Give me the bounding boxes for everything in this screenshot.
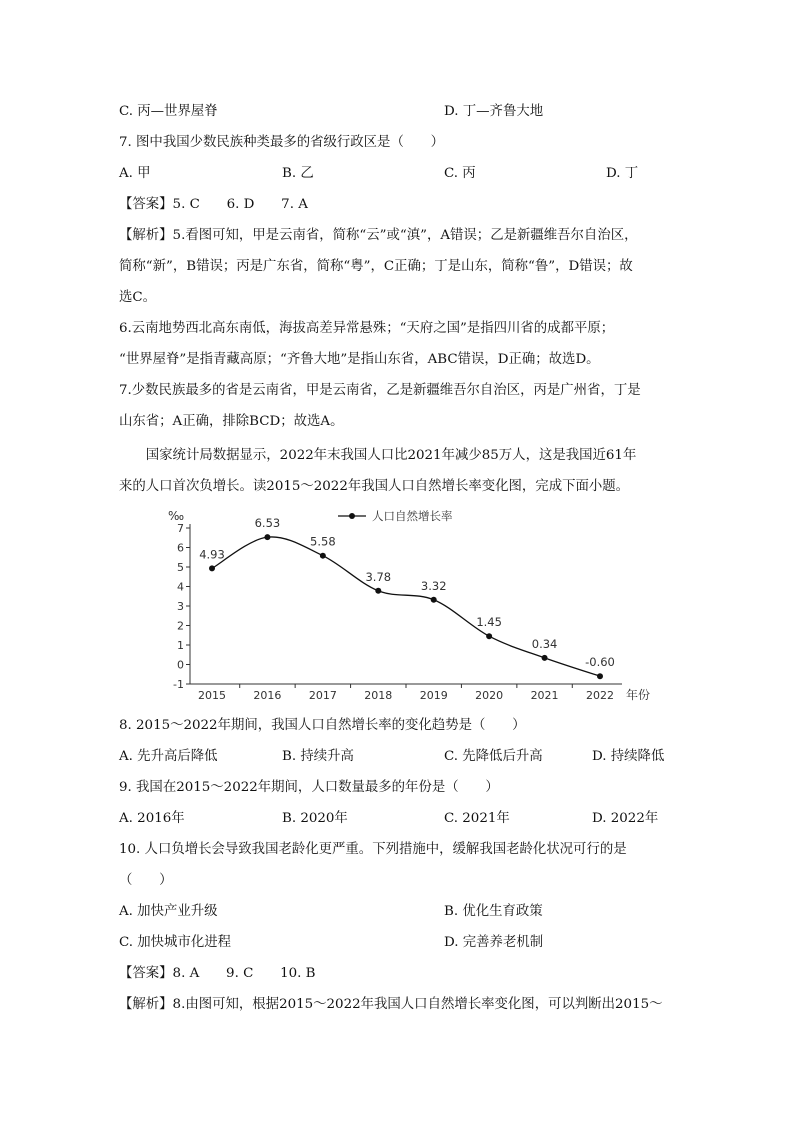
q9-option-a: A. 2016年 (119, 811, 185, 826)
y-tick-label: 4 (177, 580, 184, 594)
x-tick-label: 2016 (253, 689, 282, 702)
data-label: 3.78 (365, 569, 392, 584)
data-point (375, 588, 381, 594)
q10-option-c: C. 加快城市化进程 (119, 935, 232, 950)
q7-option-b: B. 乙 (282, 166, 314, 181)
x-tick-label: 2019 (419, 689, 448, 702)
intro-line: 来的人口首次负增长。读2015～2022年我国人口自然增长率变化图，完成下面小题。 (119, 479, 630, 494)
data-point (431, 597, 437, 603)
answer-5-7: 【答案】5. C 6. D 7. A (119, 197, 308, 212)
y-tick-label: 3 (177, 600, 184, 613)
population-growth-chart (160, 502, 651, 712)
analysis-line: 7.少数民族最多的省是云南省，甲是云南省，乙是新疆维吾尔自治区，丙是广州省，丁是 (119, 383, 641, 398)
data-label: 4.93 (199, 547, 225, 562)
legend-label: 人口自然增长率 (372, 509, 453, 523)
x-tick-label: 2015 (198, 689, 226, 702)
data-label: -0.60 (585, 655, 615, 670)
series-line (212, 534, 600, 676)
q9-option-d: D. 2022年 (592, 811, 659, 826)
analysis-line: 【解析】5.看图可知，甲是云南省，简称“云”或“滇”，A错误；乙是新疆维吾尔自治区， (119, 228, 638, 243)
y-axis-unit: ‰ (168, 509, 185, 523)
q6-option-c: C. 丙—世界屋脊 (119, 104, 218, 119)
data-label: 1.45 (476, 615, 502, 630)
q8-option-c: C. 先降低后升高 (444, 749, 543, 764)
q9-stem: 9. 我国在2015～2022年期间，人口数量最多的年份是（ ） (119, 780, 499, 795)
legend-marker (349, 513, 355, 519)
data-point (542, 655, 548, 661)
y-tick-label: -1 (173, 678, 184, 691)
q8-option-d: D. 持续降低 (592, 749, 665, 764)
y-tick-label: 1 (177, 639, 184, 652)
q9-option-b: B. 2020年 (282, 811, 348, 826)
q7-option-d: D. 丁 (606, 166, 639, 181)
analysis-line: 【解析】8.由图可知，根据2015～2022年我国人口自然增长率变化图，可以判断出2015～ (119, 997, 663, 1012)
q7-option-a: A. 甲 (119, 166, 151, 181)
q10-option-d: D. 完善养老机制 (444, 935, 544, 950)
q7-stem: 7. 图中我国少数民族种类最多的省级行政区是（ ） (119, 135, 445, 150)
q10-stem: 10. 人口负增长会导致我国老龄化更严重。下列措施中，缓解我国老龄化状况可行的是 (119, 842, 627, 857)
analysis-line: 选C。 (119, 290, 157, 305)
answer-8-10: 【答案】8. A 9. C 10. B (119, 966, 316, 981)
y-tick-label: 5 (177, 561, 184, 574)
q8-stem: 8. 2015～2022年期间，我国人口自然增长率的变化趋势是（ ） (119, 718, 526, 733)
q9-option-c: C. 2021年 (444, 811, 510, 826)
analysis-line: “世界屋脊”是指青藏高原；“齐鲁大地”是指山东省，ABC错误，D正确；故选D。 (119, 352, 600, 367)
data-label: 5.58 (310, 534, 336, 549)
analysis-line: 简称“新”，B错误；丙是广东省，简称“粤”，C正确；丁是山东，简称“鲁”，D错误；故 (119, 259, 633, 274)
data-point (209, 565, 215, 571)
q10-option-a: A. 加快产业升级 (119, 904, 218, 919)
x-tick-label: 2018 (364, 689, 393, 702)
data-label: 0.34 (531, 636, 558, 651)
data-point (320, 553, 326, 559)
q7-option-c: C. 丙 (444, 166, 476, 181)
q8-option-b: B. 持续升高 (282, 749, 354, 764)
x-tick-label: 2021 (530, 689, 559, 702)
y-tick-label: 6 (177, 541, 184, 555)
y-tick-label: 0 (177, 658, 184, 672)
intro-line: 国家统计局数据显示，2022年末我国人口比2021年减少85万人，这是我国近61年 (119, 448, 637, 463)
q6-option-d: D. 丁—齐鲁大地 (444, 104, 544, 119)
data-label: 6.53 (254, 516, 281, 531)
x-tick-label: 2020 (475, 689, 504, 702)
data-point (486, 633, 492, 639)
y-tick-label: 7 (177, 522, 184, 535)
x-tick-label: 2022 (586, 689, 614, 702)
analysis-line: 山东省；A正确，排除BCD；故选A。 (119, 414, 344, 429)
x-tick-label: 2017 (308, 689, 337, 702)
analysis-line: 6.云南地势西北高东南低，海拔高差异常悬殊；“天府之国”是指四川省的成都平原； (119, 321, 615, 336)
q10-option-b: B. 优化生育政策 (444, 904, 543, 919)
q10-paren: （ ） (119, 873, 173, 888)
x-axis-label: 年份 (626, 688, 651, 702)
data-label: 3.32 (420, 578, 447, 593)
q8-option-a: A. 先升高后降低 (119, 749, 218, 764)
y-tick-label: 2 (177, 619, 184, 633)
data-point (597, 673, 603, 679)
data-point (264, 534, 270, 540)
